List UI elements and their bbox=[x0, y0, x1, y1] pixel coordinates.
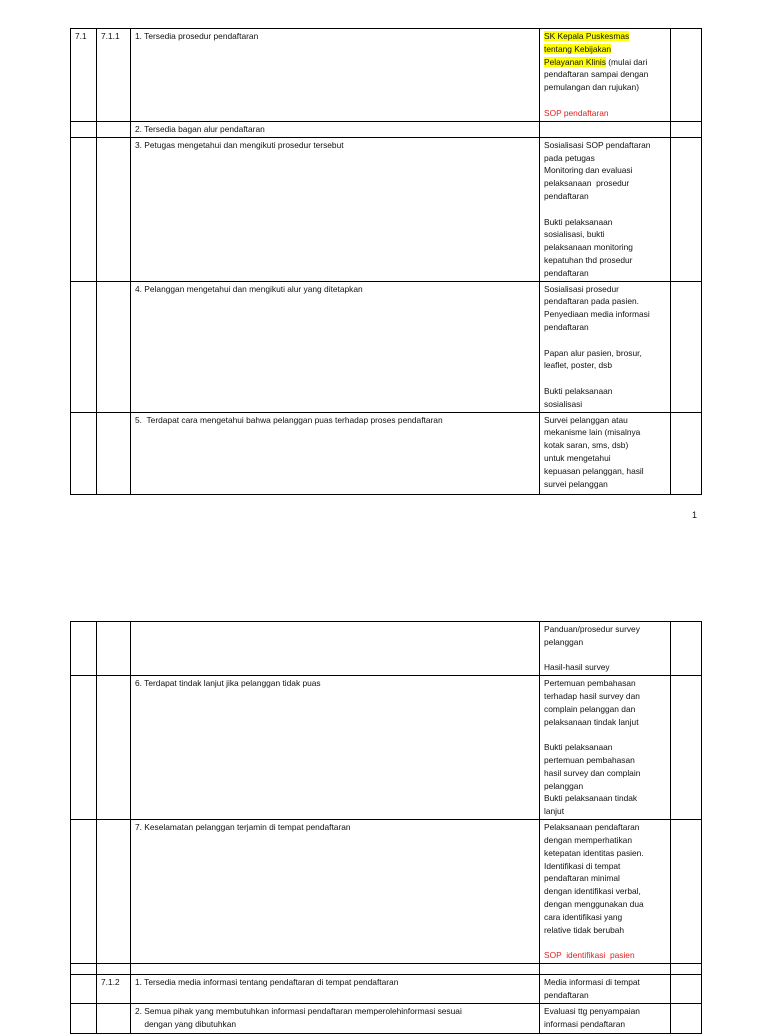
check-cell bbox=[671, 1003, 702, 1033]
element-cell: 4. Pelanggan mengetahui dan mengikuti alur yang ditetapkan bbox=[131, 281, 540, 412]
evidence-line bbox=[544, 1005, 666, 1018]
evidence-text: lanjut bbox=[544, 806, 565, 817]
evidence-line bbox=[544, 385, 666, 398]
evidence-text: Penyediaan media informasi bbox=[544, 309, 650, 320]
evidence-cell bbox=[540, 964, 671, 975]
evidence-cell bbox=[540, 281, 671, 412]
evidence-line bbox=[544, 898, 666, 911]
evidence-text: Hasil-hasil survey bbox=[544, 662, 610, 673]
check-cell bbox=[671, 676, 702, 820]
evidence-text: sosialisasi bbox=[544, 398, 583, 409]
evidence-line bbox=[544, 860, 666, 873]
check-cell bbox=[671, 622, 702, 676]
element-cell: 6. Terdapat tindak lanjut jika pelanggan tidak puas bbox=[131, 676, 540, 820]
evidence-text: dengan identifikasi verbal, bbox=[544, 886, 641, 897]
standard-number-cell bbox=[71, 137, 97, 281]
evidence-text: Survei pelanggan atau bbox=[544, 414, 628, 425]
evidence-line bbox=[544, 398, 666, 411]
evidence-text: kotak saran, sms, dsb) bbox=[544, 440, 629, 451]
criteria-number-cell bbox=[97, 137, 131, 281]
evidence-line bbox=[544, 976, 666, 989]
evidence-cell bbox=[540, 622, 671, 676]
evidence-cell bbox=[540, 975, 671, 1004]
evidence-line bbox=[544, 216, 666, 229]
evidence-line bbox=[544, 465, 666, 478]
check-cell bbox=[671, 137, 702, 281]
evidence-text: Sosialisasi prosedur bbox=[544, 283, 619, 294]
evidence-line bbox=[544, 716, 666, 729]
evidence-text: dengan menggunakan dua bbox=[544, 898, 644, 909]
evidence-cell bbox=[540, 1003, 671, 1033]
evidence-line bbox=[544, 728, 666, 741]
evidence-text: pendaftaran bbox=[544, 321, 589, 332]
evidence-text: pada petugas bbox=[544, 152, 595, 163]
evidence-text: Evaluasi ttg penyampaian bbox=[544, 1005, 640, 1016]
evidence-line bbox=[544, 347, 666, 360]
evidence-text: pendaftaran bbox=[544, 989, 589, 1000]
element-cell: 7. Keselamatan pelanggan terjamin di tempat pendaftaran bbox=[131, 820, 540, 964]
standard-number-cell: 7.1 bbox=[71, 29, 97, 122]
element-cell: 2. Semua pihak yang membutuhkan informasi pendaftaran memperolehinformasi sesuai dengan yang dibutuhkan bbox=[131, 1003, 540, 1033]
page-number: 1 bbox=[692, 510, 698, 520]
evidence-line bbox=[544, 949, 666, 962]
evidence-line bbox=[544, 649, 666, 662]
table-row bbox=[71, 412, 702, 494]
evidence-text: informasi pendaftaran bbox=[544, 1018, 626, 1029]
standard-number-cell bbox=[71, 975, 97, 1004]
standard-number-cell bbox=[71, 964, 97, 975]
evidence-text: hasil survey dan complain bbox=[544, 767, 641, 778]
element-cell: 2. Tersedia bagan alur pendaftaran bbox=[131, 122, 540, 138]
evidence-cell bbox=[540, 122, 671, 138]
evidence-line bbox=[544, 68, 666, 81]
table-row bbox=[71, 29, 702, 122]
evidence-line bbox=[544, 203, 666, 216]
evidence-line bbox=[544, 623, 666, 636]
table-row bbox=[71, 281, 702, 412]
evidence-text: pendaftaran minimal bbox=[544, 873, 620, 884]
evidence-text: complain pelanggan dan bbox=[544, 703, 636, 714]
evidence-line bbox=[544, 754, 666, 767]
evidence-line bbox=[544, 703, 666, 716]
evidence-text: Pertemuan pembahasan bbox=[544, 678, 636, 689]
evidence-line bbox=[544, 321, 666, 334]
evidence-line bbox=[544, 81, 666, 94]
element-cell bbox=[131, 622, 540, 676]
check-cell bbox=[671, 29, 702, 122]
evidence-line bbox=[544, 452, 666, 465]
criteria-number-cell bbox=[97, 122, 131, 138]
evidence-cell bbox=[540, 29, 671, 122]
evidence-text: terhadap hasil survey dan bbox=[544, 690, 640, 701]
evidence-line bbox=[544, 661, 666, 674]
check-cell bbox=[671, 820, 702, 964]
standard-number-cell bbox=[71, 622, 97, 676]
highlighted-text: tentang Kebijakan bbox=[544, 43, 612, 54]
evidence-line bbox=[544, 741, 666, 754]
evidence-line bbox=[544, 56, 666, 69]
evidence-text: pemulangan dan rujukan) bbox=[544, 82, 639, 93]
evidence-text: Pelaksanaan pendaftaran bbox=[544, 822, 640, 833]
evidence-text: pelaksanaan prosedur bbox=[544, 178, 630, 189]
sop-reference-text: SOP pendaftaran bbox=[544, 107, 609, 118]
evidence-cell bbox=[540, 676, 671, 820]
evidence-text: pelanggan bbox=[544, 636, 584, 647]
evidence-line bbox=[544, 767, 666, 780]
highlighted-text: Pelayanan Klinis bbox=[544, 56, 606, 67]
evidence-cell bbox=[540, 137, 671, 281]
evidence-line bbox=[544, 478, 666, 491]
evidence-line bbox=[544, 295, 666, 308]
criteria-number-cell bbox=[97, 820, 131, 964]
criteria-number-cell: 7.1.1 bbox=[97, 29, 131, 122]
evidence-line bbox=[544, 164, 666, 177]
evidence-line bbox=[544, 834, 666, 847]
evidence-text: Bukti pelaksanaan bbox=[544, 216, 613, 227]
evidence-line bbox=[544, 989, 666, 1002]
evidence-text: mekanisme lain (misalnya bbox=[544, 427, 641, 438]
evidence-line bbox=[544, 924, 666, 937]
element-cell: 1. Tersedia media informasi tentang pendaftaran di tempat pendaftaran bbox=[131, 975, 540, 1004]
element-cell bbox=[131, 964, 540, 975]
element-cell: 5. Terdapat cara mengetahui bahwa pelanggan puas terhadap proses pendaftaran bbox=[131, 412, 540, 494]
standard-number-cell bbox=[71, 676, 97, 820]
evidence-line bbox=[544, 821, 666, 834]
evidence-text: kepatuhan thd prosedur bbox=[544, 254, 633, 265]
evidence-text: kepuasan pelanggan, hasil bbox=[544, 465, 644, 476]
evidence-line bbox=[544, 636, 666, 649]
criteria-number-cell bbox=[97, 412, 131, 494]
evidence-line bbox=[544, 152, 666, 165]
sop-reference-text: SOP identifikasi pasien bbox=[544, 950, 635, 961]
evidence-line bbox=[544, 30, 666, 43]
evidence-text: pendaftaran pada pasien. bbox=[544, 296, 639, 307]
check-cell bbox=[671, 975, 702, 1004]
evidence-line bbox=[544, 872, 666, 885]
evidence-cell bbox=[540, 412, 671, 494]
evidence-text: pelanggan bbox=[544, 780, 584, 791]
evidence-cell bbox=[540, 820, 671, 964]
evidence-line bbox=[544, 177, 666, 190]
standard-number-cell bbox=[71, 122, 97, 138]
evidence-line bbox=[544, 241, 666, 254]
check-cell bbox=[671, 412, 702, 494]
evidence-line bbox=[544, 690, 666, 703]
table-row bbox=[71, 1003, 702, 1033]
table-row bbox=[71, 820, 702, 964]
standard-number-cell bbox=[71, 1003, 97, 1033]
evidence-line bbox=[544, 254, 666, 267]
evidence-line bbox=[544, 43, 666, 56]
evidence-line bbox=[544, 228, 666, 241]
evidence-line bbox=[544, 190, 666, 203]
standard-number-cell bbox=[71, 281, 97, 412]
table-row bbox=[71, 964, 702, 975]
criteria-number-cell bbox=[97, 676, 131, 820]
evidence-text: pertemuan pembahasan bbox=[544, 754, 635, 765]
table-row bbox=[71, 975, 702, 1004]
evidence-text: ketepatan identitas pasien. bbox=[544, 847, 644, 858]
evidence-line bbox=[544, 139, 666, 152]
evidence-text: dengan memperhatikan bbox=[544, 834, 632, 845]
standard-number-cell bbox=[71, 820, 97, 964]
evidence-line bbox=[544, 359, 666, 372]
evidence-line bbox=[544, 792, 666, 805]
evidence-text: Identifikasi di tempat bbox=[544, 860, 621, 871]
criteria-number-cell bbox=[97, 622, 131, 676]
highlighted-text: SK Kepala Puskesmas bbox=[544, 31, 630, 41]
evidence-line bbox=[544, 267, 666, 280]
evidence-text: pendaftaran bbox=[544, 190, 589, 201]
evidence-text: cara identifikasi yang bbox=[544, 911, 623, 922]
evidence-line bbox=[544, 372, 666, 385]
evidence-line bbox=[544, 677, 666, 690]
evidence-text: Media informasi di tempat bbox=[544, 977, 640, 988]
evidence-text: pendaftaran bbox=[544, 267, 589, 278]
evidence-line bbox=[544, 936, 666, 949]
assessment-table-page-1 bbox=[70, 28, 702, 495]
check-cell bbox=[671, 281, 702, 412]
table-row bbox=[71, 137, 702, 281]
evidence-line bbox=[544, 308, 666, 321]
evidence-text: pelaksanaan tindak lanjut bbox=[544, 716, 639, 727]
evidence-line bbox=[544, 439, 666, 452]
element-cell: 1. Tersedia prosedur pendaftaran bbox=[131, 29, 540, 122]
evidence-line bbox=[544, 334, 666, 347]
evidence-line bbox=[544, 780, 666, 793]
evidence-line bbox=[544, 94, 666, 107]
evidence-line bbox=[544, 107, 666, 120]
evidence-text: Papan alur pasien, brosur, bbox=[544, 347, 642, 358]
evidence-text: survei pelanggan bbox=[544, 478, 608, 489]
table-row bbox=[71, 676, 702, 820]
evidence-line bbox=[544, 911, 666, 924]
table-row bbox=[71, 122, 702, 138]
check-cell bbox=[671, 122, 702, 138]
evidence-text: Panduan/prosedur survey bbox=[544, 624, 640, 634]
evidence-text: pendaftaran sampai dengan bbox=[544, 69, 649, 80]
evidence-text: untuk mengetahui bbox=[544, 452, 611, 463]
table-row bbox=[71, 622, 702, 676]
evidence-line bbox=[544, 426, 666, 439]
element-cell: 3. Petugas mengetahui dan mengikuti prosedur tersebut bbox=[131, 137, 540, 281]
evidence-text: Bukti pelaksanaan bbox=[544, 742, 613, 753]
evidence-text: Monitoring dan evaluasi bbox=[544, 165, 633, 176]
evidence-line bbox=[544, 283, 666, 296]
criteria-number-cell bbox=[97, 1003, 131, 1033]
standard-number-cell bbox=[71, 412, 97, 494]
evidence-text: Bukti pelaksanaan bbox=[544, 385, 613, 396]
evidence-line bbox=[544, 885, 666, 898]
evidence-line bbox=[544, 847, 666, 860]
evidence-text: pelaksanaan monitoring bbox=[544, 242, 633, 253]
assessment-table-page-2 bbox=[70, 621, 702, 1034]
evidence-text: sosialisasi, bukti bbox=[544, 229, 605, 240]
evidence-text: (mulai dari bbox=[605, 56, 648, 67]
evidence-line bbox=[544, 414, 666, 427]
criteria-number-cell bbox=[97, 964, 131, 975]
criteria-number-cell bbox=[97, 281, 131, 412]
evidence-text: leaflet, poster, dsb bbox=[544, 360, 612, 371]
evidence-text: relative tidak berubah bbox=[544, 924, 625, 935]
criteria-number-cell: 7.1.2 bbox=[97, 975, 131, 1004]
evidence-text: Sosialisasi SOP pendaftaran bbox=[544, 139, 651, 150]
evidence-text: Bukti pelaksanaan tindak bbox=[544, 793, 638, 804]
check-cell bbox=[671, 964, 702, 975]
evidence-line bbox=[544, 805, 666, 818]
